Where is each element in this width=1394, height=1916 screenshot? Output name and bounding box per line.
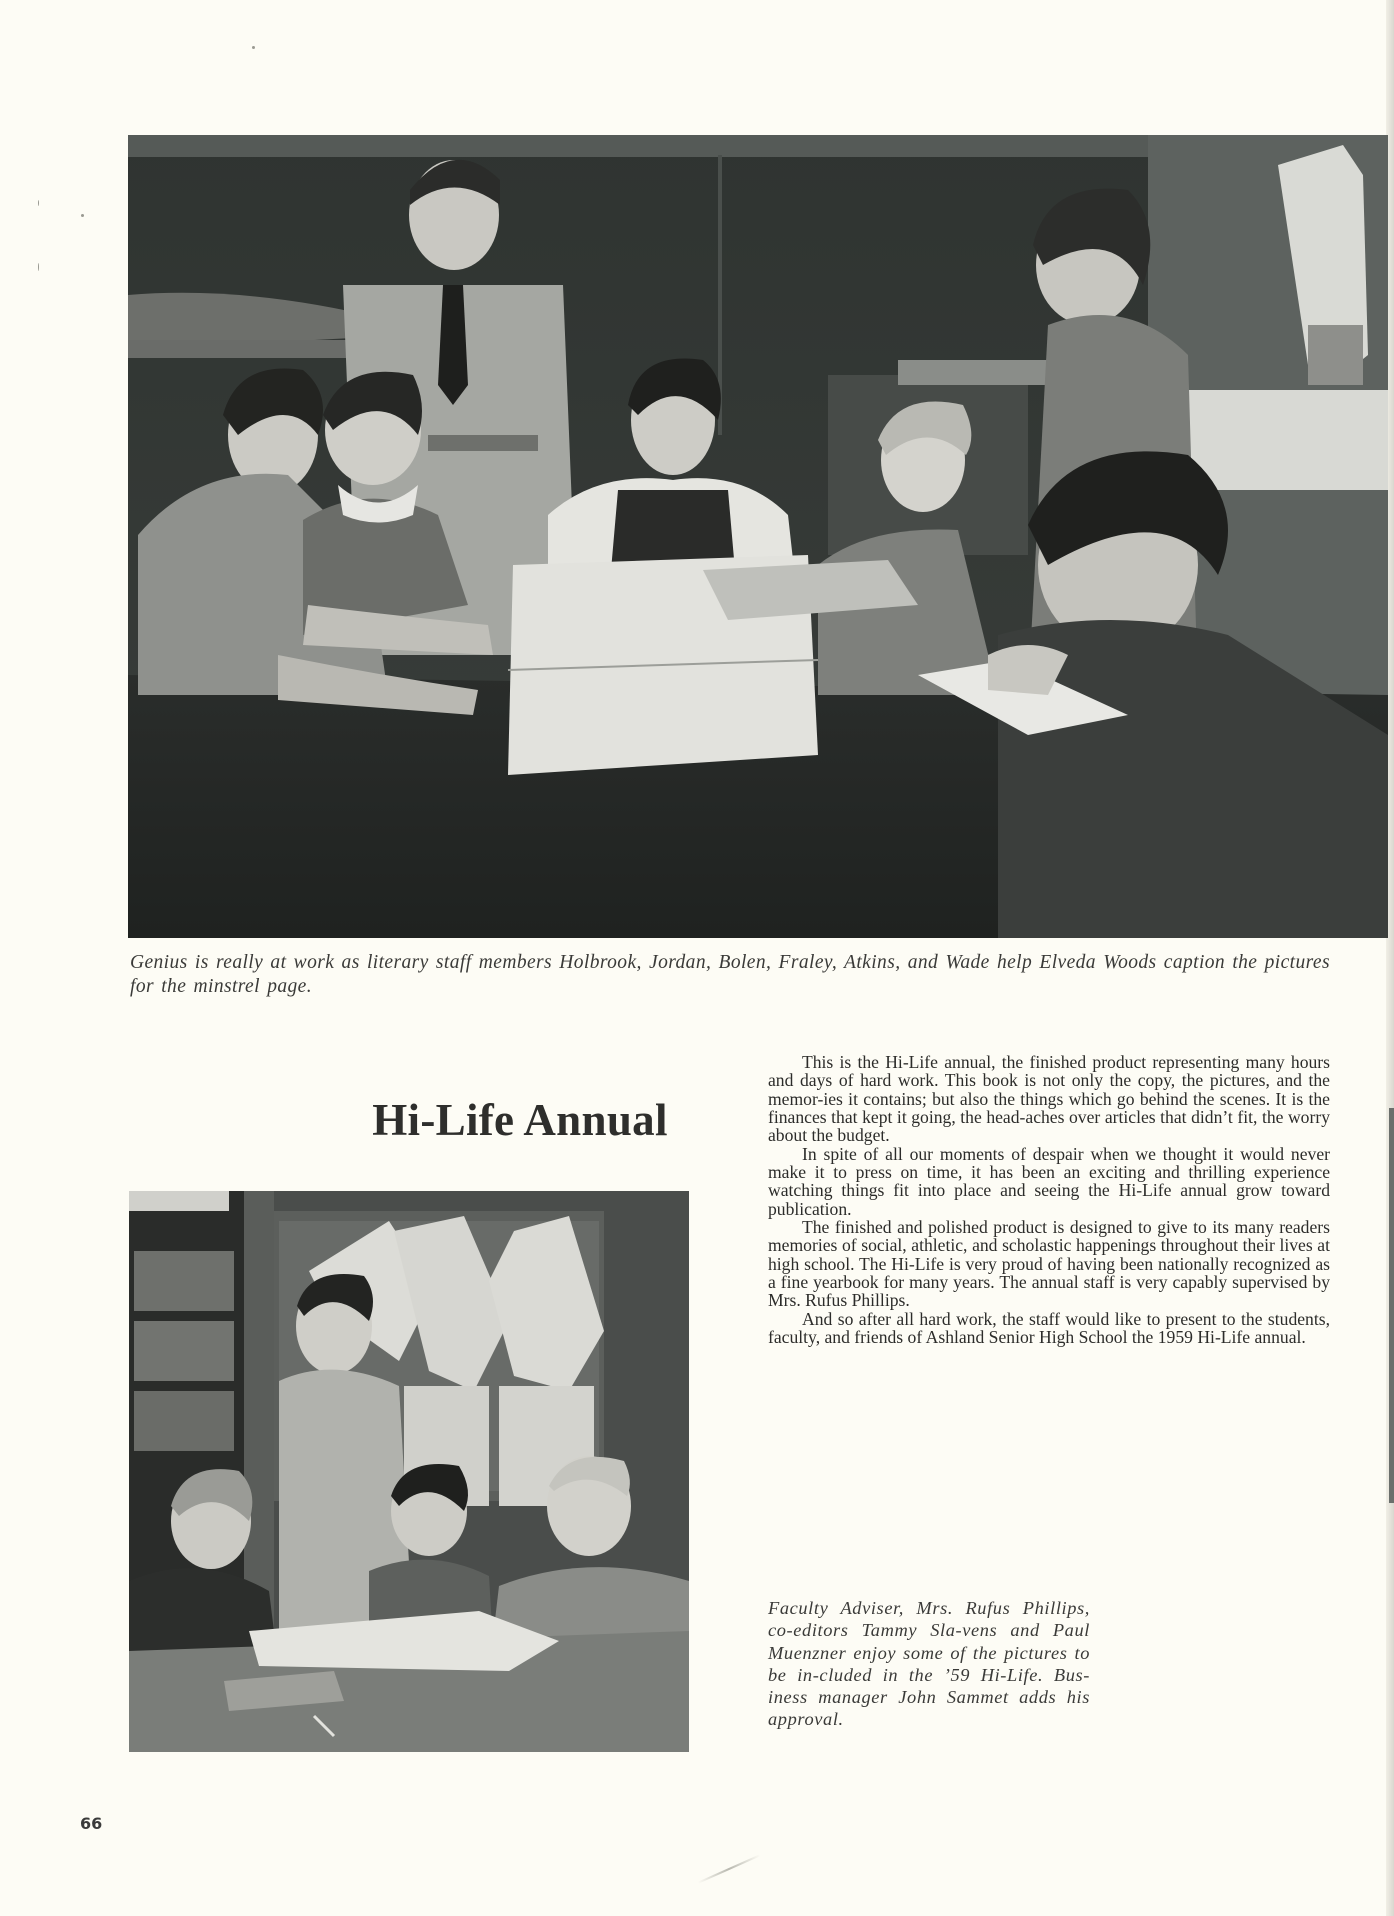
bottom-photo-caption: Faculty Adviser, Mrs. Rufus Phillips, co-editors Tammy Sla-vens and Paul Muenzner enjoy some of the pictures to be in-cluded in the ’59 Hi-Life. Bus-iness manager John Sammet adds his approval. [768,1598,1090,1730]
article-paragraph: This is the Hi-Life annual, the finished product representing many hours and days of hard work. This book is not only the copy, the pictures, and the memor-ies it contains; but also the things which go behind the scenes. It is the finances that kept it going, the head-aches over articles that didn’t fit, the worry about the budget. [768,1052,1330,1146]
article-paragraph: And so after all hard work, the staff would like to present to the students, faculty, and friends of Ashland Senior High School the 1959 Hi-Life annual. [768,1308,1330,1348]
staff-photo-top [128,135,1388,938]
paper-speck [81,214,84,217]
article-title: Hi-Life Annual [372,1095,668,1146]
photograph-icon [128,135,1388,938]
paper-scratch [698,1854,761,1883]
adjacent-page-bleed [1389,1108,1394,1503]
window-light [1183,390,1388,490]
article-paragraph: In spite of all our moments of despair when we thought it would never make it to press on time, it has been an exciting and thrilling experience watching things fit into place and seeing the Hi-Life annual grow toward publication. [768,1143,1330,1219]
editors-photo-bottom [129,1191,689,1752]
paper-speck [252,46,255,49]
top-photo-caption: Genius is really at work as literary staff members Holbrook, Jordan, Bolen, Fraley, Atkins, and Wade help Elveda Woods caption the pictures for the minstrel page. [130,952,1330,997]
article-body [768,1053,1330,1347]
page-number: 66 [80,1814,103,1833]
photograph-icon [129,1191,689,1752]
article-paragraph: The finished and polished product is designed to give to its many readers memories of social, athletic, and scholastic happenings throughout their lives at high school. The Hi-Life is very proud of having been nationally recognized as a fine yearbook for many years. The annual staff is very capably supervised by Mrs. Rufus Phillips. [768,1217,1330,1311]
paper-speck [38,263,39,271]
paper-speck [38,200,39,206]
